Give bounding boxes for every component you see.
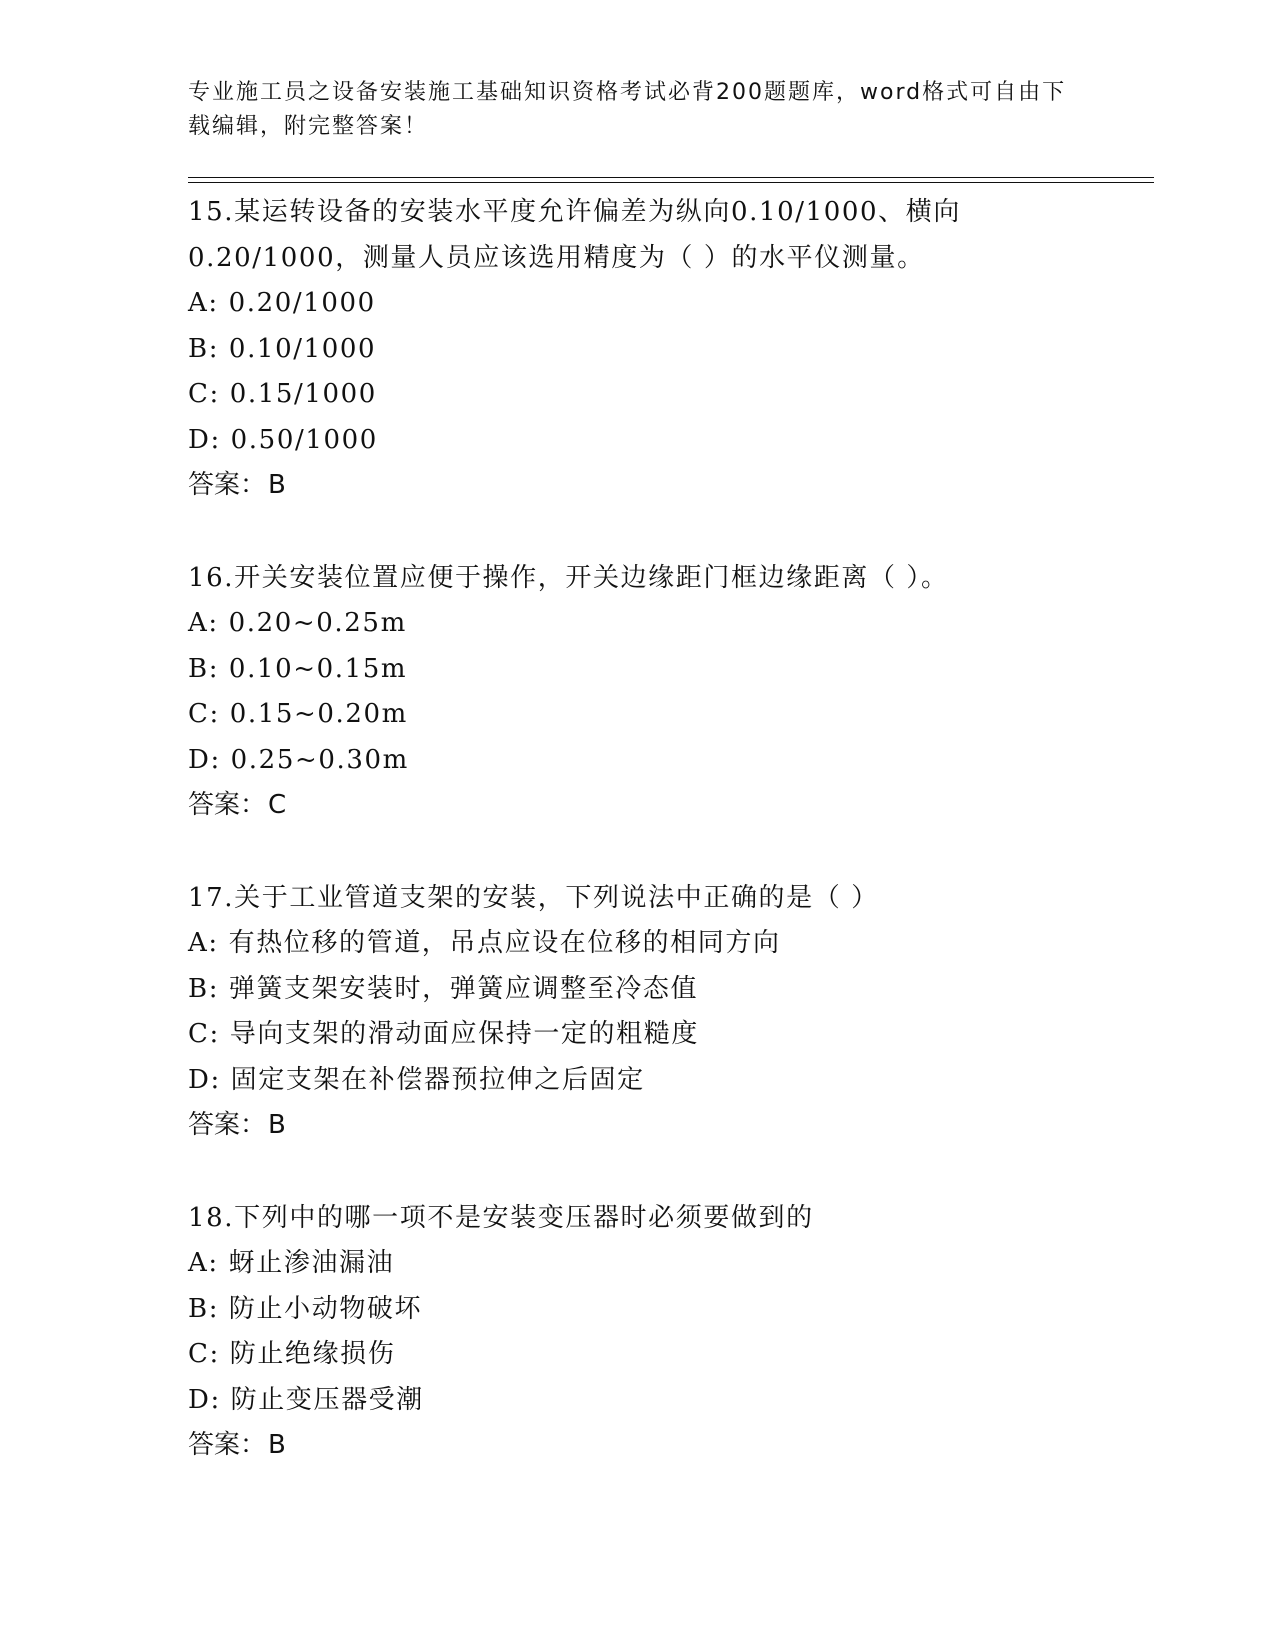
option-b: B: 弹簧支架安装时，弹簧应调整至冷态值 [188,973,699,1004]
question-title: 16.开关安装位置应便于操作，开关边缘距门框边缘距离（ ）。 [188,562,949,593]
question-title: 17.关于工业管道支架的安装，下列说法中正确的是（ ） [188,882,879,913]
question-title: 18.下列中的哪一项不是安装变压器时必须要做到的 [188,1202,814,1233]
question-15 [188,190,1158,509]
option-d: D: 固定支架在补偿器预拉伸之后固定 [188,1064,645,1095]
question-title: 15.某运转设备的安装水平度允许偏差为纵向0.10/1000、横向0.20/1000，测量人员应该选用精度为（ ）的水平仪测量。 [188,197,961,273]
option-c: C: 0.15/1000 [188,379,377,409]
option-d: D: 0.25~0.30m [188,744,409,775]
answer-label: 答案： [188,1430,267,1460]
option-a: A: 蚜止渗油漏油 [188,1248,395,1278]
question-16 [188,556,1158,829]
answer-value: B [268,470,286,500]
option-a: A: 0.20~0.25m [188,608,407,638]
question-18 [188,1196,1158,1469]
option-b: B: 0.10~0.15m [188,653,408,684]
option-c: C: 导向支架的滑动面应保持一定的粗糙度 [188,1019,699,1049]
option-d: D: 0.50/1000 [188,424,378,455]
answer-line [188,1103,1158,1149]
answer-value: B [268,1110,286,1140]
question-list [188,190,1158,1516]
option-c: C: 防止绝缘损伤 [188,1339,396,1369]
answer-value: C [268,790,287,820]
answer-line [188,783,1158,829]
option-a: A: 有热位移的管道，吊点应设在位移的相同方向 [188,928,781,958]
answer-value: B [268,1430,286,1460]
option-d: D: 防止变压器受潮 [188,1384,424,1415]
answer-label: 答案： [188,790,267,820]
option-a: A: 0.20/1000 [188,288,376,318]
header-divider-bottom [188,182,1154,183]
answer-label: 答案： [188,470,267,500]
option-c: C: 0.15~0.20m [188,699,408,729]
option-b: B: 0.10/1000 [188,333,377,364]
answer-line [188,1423,1158,1469]
document-header: 专业施工员之设备安装施工基础知识资格考试必背200题题库，word格式可自由下载编辑，附完整答案！ [188,80,1067,139]
question-17 [188,876,1158,1149]
option-b: B: 防止小动物破坏 [188,1293,423,1324]
answer-line [188,463,1158,509]
answer-label: 答案： [188,1110,267,1140]
header-divider-top [188,177,1154,178]
